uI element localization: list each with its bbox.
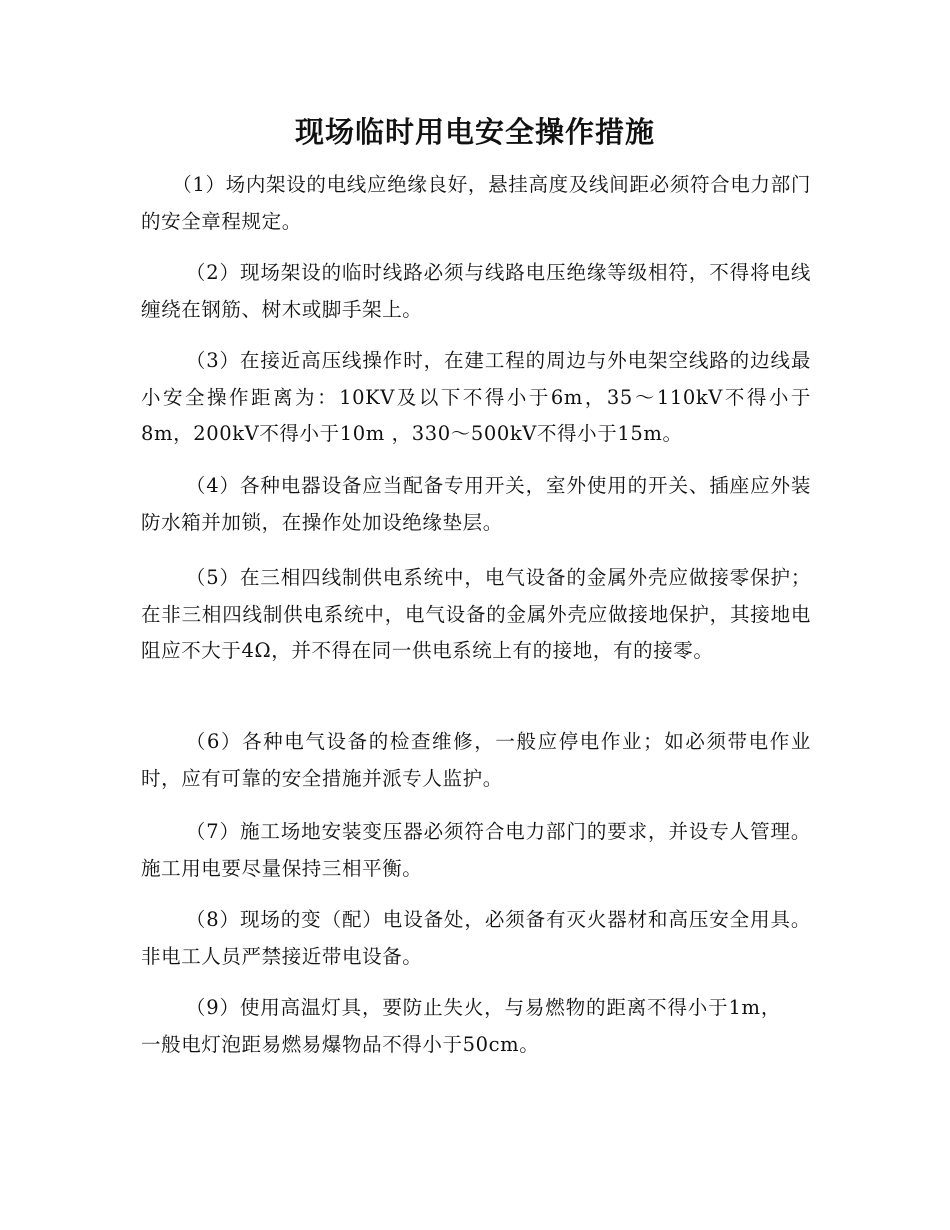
paragraph-2: （2）现场架设的临时线路必须与线路电压绝缘等级相符，不得将电线缠绕在钢筋、树木或脚手架上。 <box>141 261 811 321</box>
paragraph-5: （5）在三相四线制供电系统中，电气设备的金属外壳应做接零保护；在非三相四线制供电系统中，电气设备的金属外壳应做接地保护，其接地电阻应不大于4Ω，并不得在同一供电系统上有的接地，有的接零。 <box>141 566 811 662</box>
paragraph-4: （4）各种电器设备应当配备专用开关，室外使用的开关、插座应外装防水箱并加锁，在操作处加设绝缘垫层。 <box>141 474 811 534</box>
paragraph-1: （1）场内架设的电线应绝缘良好，悬挂高度及线间距必须符合电力部门的安全章程规定。 <box>141 173 811 233</box>
document-title: 现场临时用电安全操作措施 <box>294 115 655 149</box>
paragraph-9: （9）使用高温灯具，要防止失火，与易燃物的距离不得小于1m，一般电灯泡距易燃易爆物品不得小于50cm。 <box>141 996 781 1056</box>
paragraph-6: （6）各种电气设备的检查维修，一般应停电作业；如必须带电作业时，应有可靠的安全措施并派专人监护。 <box>141 730 811 790</box>
paragraph-7: （7）施工场地安装变压器必须符合电力部门的要求，并设专人管理。施工用电要尽量保持三相平衡。 <box>141 820 811 880</box>
paragraph-3: （3）在接近高压线操作时，在建工程的周边与外电架空线路的边线最小安全操作距离为：10KV及以下不得小于6m，35～110kV不得小于8m，200kV不得小于10m ，330～500kV不得小于15m。 <box>141 349 811 445</box>
paragraph-8: （8）现场的变（配）电设备处，必须备有灭火器材和高压安全用具。非电工人员严禁接近带电设备。 <box>141 908 811 968</box>
